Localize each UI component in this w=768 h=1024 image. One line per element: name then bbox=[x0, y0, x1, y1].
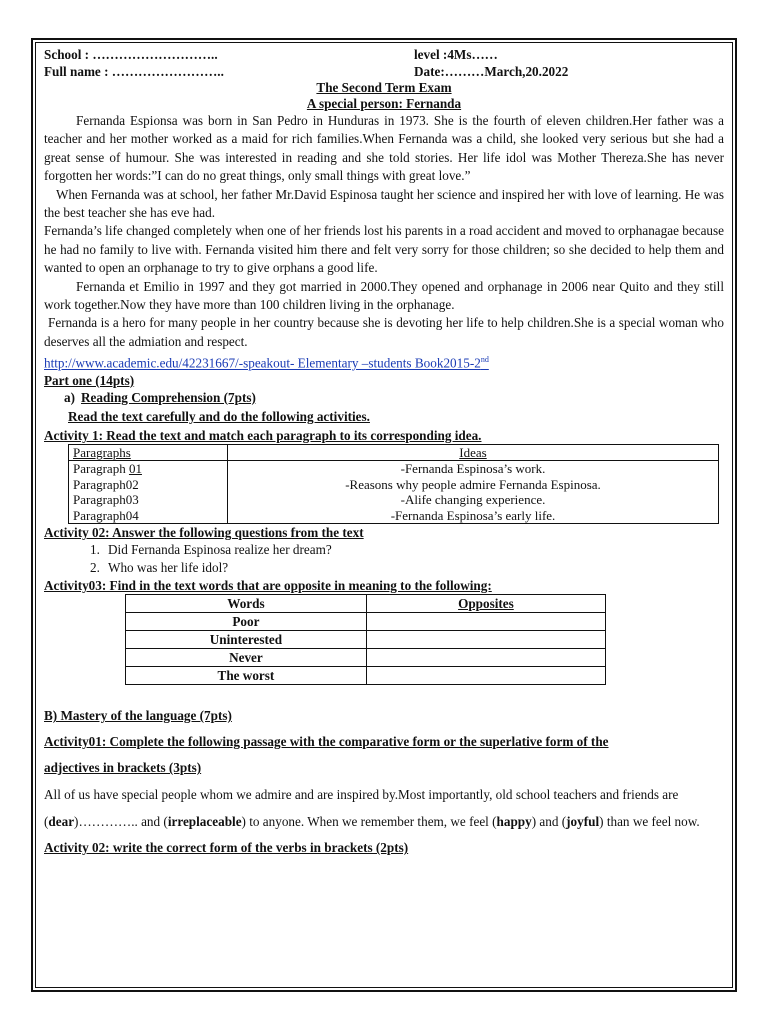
school-field: School : ……………………….. bbox=[44, 47, 218, 62]
paragraph-ideas-table bbox=[68, 444, 719, 525]
adjective-joyful: joyful bbox=[566, 814, 600, 830]
idea-cell: -Alife changing experience. bbox=[228, 492, 719, 508]
passage-text: ) to anyone. When we remember them, we feel ( bbox=[241, 814, 497, 830]
section-a-marker: a) bbox=[64, 389, 75, 405]
passage-text: All of us have special people whom we admire and are inspired by.Most importantly, old school teachers and friends are ( bbox=[44, 787, 679, 830]
exam-title: The Second Term Exam bbox=[316, 80, 452, 95]
opposites-table bbox=[125, 594, 606, 685]
text-paragraph-2: When Fernanda was at school, her father Mr.David Espinosa taught her science and inspired her with love of learning. He was the best teacher she has eve had. bbox=[44, 186, 724, 221]
section-a-heading bbox=[64, 389, 724, 407]
answer-cell[interactable] bbox=[366, 667, 605, 685]
table-header-row bbox=[126, 595, 606, 613]
exam-sheet bbox=[44, 46, 724, 861]
answer-cell[interactable] bbox=[366, 649, 605, 667]
list-item bbox=[90, 541, 724, 559]
b-activity1-title-line1: Activity01: Complete the following passage with the comparative form or the superlative form of the bbox=[44, 734, 609, 750]
activity1-title: Activity 1: Read the text and match each paragraph to its corresponding idea. bbox=[44, 427, 482, 443]
paragraph-cell: Paragraph02 bbox=[69, 477, 228, 493]
adjective-irreplaceable: irreplaceable bbox=[167, 814, 242, 830]
question-number: 2. bbox=[90, 560, 100, 576]
col-words: Words bbox=[126, 595, 367, 613]
idea-cell: -Fernanda Espinosa’s early life. bbox=[228, 508, 719, 524]
b-passage bbox=[44, 781, 724, 835]
adjective-happy: happy bbox=[496, 814, 532, 830]
section-a-label: Reading Comprehension (7pts) bbox=[81, 389, 256, 405]
text-paragraph-5: Fernanda is a hero for many people in her country because she is devoting her life to help children.She is a special woman who deserves all the admiation and respect. bbox=[44, 315, 724, 349]
text-paragraph-1: Fernanda Espionsa was born in San Pedro in Hunduras in 1973. She is the fourth of eleven children.Her father was a teacher and her mother worked as a maid for rich families.When Fernanda was a child, she looked very serious but she had a great sense of humour. She was interested in reading and she told stories. Her life idol was Mother Thereza.She has never forgotten her words:”I can do no great things, only small things with great love.” bbox=[44, 113, 724, 184]
question-text: Did Fernanda Espinosa realize her dream? bbox=[108, 542, 332, 558]
question-text: Who was her life idol? bbox=[108, 560, 229, 576]
b-activity1-title-line2: adjectives in brackets (3pts) bbox=[44, 760, 202, 776]
col-ideas: Ideas bbox=[228, 444, 719, 461]
text-paragraph-3: Fernanda’s life changed completely when one of her friends lost his parents in a road accident and moved to orphanagae because he had no family to live with. Fernanda visited him there and felt very sorry for those children; so she decided to help them and wanted to open an orphanage to try to give orphans a good life. bbox=[44, 223, 724, 276]
source-link-sup: nd bbox=[480, 355, 489, 365]
table-row bbox=[126, 667, 606, 685]
date-field: Date:………March,20.2022 bbox=[414, 64, 569, 79]
adjective-dear: dear bbox=[48, 814, 75, 830]
source-link-text[interactable]: http://www.academic.edu/42231667/-speakout- Elementary –students Book2015-2 bbox=[44, 355, 481, 371]
part-one-heading: Part one (14pts) bbox=[44, 372, 135, 388]
passage-text: )………….. and ( bbox=[74, 814, 168, 830]
table-row bbox=[69, 508, 719, 524]
spacer bbox=[44, 685, 724, 703]
question-number: 1. bbox=[90, 542, 100, 558]
header-row-1 bbox=[44, 46, 724, 63]
section-a-instruction: Read the text carefully and do the following activities. bbox=[68, 408, 370, 424]
table-row bbox=[69, 461, 719, 477]
idea-cell: -Fernanda Espinosa’s work. bbox=[228, 461, 719, 477]
answer-cell[interactable] bbox=[366, 631, 605, 649]
col-paragraphs: Paragraphs bbox=[69, 444, 228, 461]
passage-text: ) than we feel now. bbox=[599, 814, 700, 830]
paragraph-cell: Paragraph03 bbox=[69, 492, 228, 508]
table-header-row bbox=[69, 444, 719, 461]
full-name-field: Full name : …………………….. bbox=[44, 64, 224, 79]
text-paragraph-4: Fernanda et Emilio in 1997 and they got married in 2000.They opened and orphanage in 2006 near Quito and they still work together.Now they have more than 100 children living in the orphanage. bbox=[44, 278, 724, 313]
activity3-title: Activity03: Find in the text words that are opposite in meaning to the following: bbox=[44, 578, 492, 594]
paragraph-cell: Paragraph04 bbox=[69, 508, 228, 524]
b-activity2-title: Activity 02: write the correct form of the verbs in brackets (2pts) bbox=[44, 840, 409, 856]
table-row bbox=[69, 492, 719, 508]
table-row bbox=[126, 649, 606, 667]
col-opposites: Opposites bbox=[366, 595, 605, 613]
level-field: level :4Ms…… bbox=[414, 47, 498, 62]
paragraph-cell: Paragraph 01 bbox=[69, 461, 228, 477]
section-b-heading: B) Mastery of the language (7pts) bbox=[44, 708, 232, 724]
idea-cell: -Reasons why people admire Fernanda Espinosa. bbox=[228, 477, 719, 493]
passage-text: ) and ( bbox=[531, 814, 567, 830]
header-row-2 bbox=[44, 63, 724, 80]
word-cell: Uninterested bbox=[126, 631, 367, 649]
question-list bbox=[44, 541, 724, 577]
source-link[interactable] bbox=[44, 351, 724, 371]
list-item bbox=[90, 559, 724, 577]
table-row bbox=[126, 613, 606, 631]
activity2-title: Activity 02: Answer the following questions from the text bbox=[44, 525, 364, 541]
word-cell: Never bbox=[126, 649, 367, 667]
word-cell: The worst bbox=[126, 667, 367, 685]
text-title: A special person: Fernanda bbox=[306, 96, 462, 111]
table-row bbox=[69, 477, 719, 493]
answer-cell[interactable] bbox=[366, 613, 605, 631]
table-row bbox=[126, 631, 606, 649]
word-cell: Poor bbox=[126, 613, 367, 631]
